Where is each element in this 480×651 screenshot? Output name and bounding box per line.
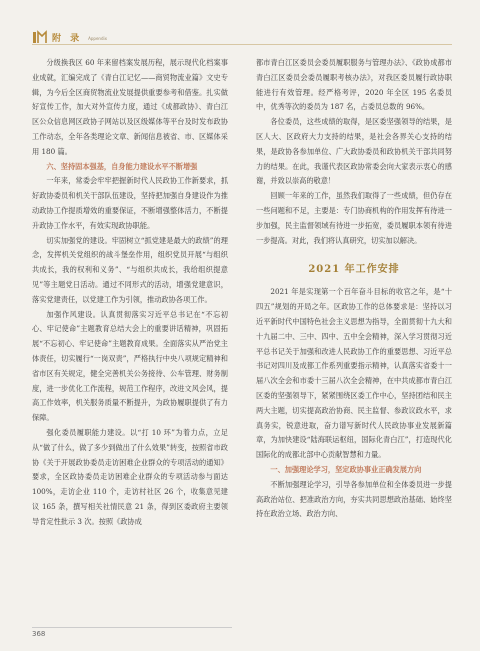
paragraph: 不断加强理论学习，引导各参加单位和全体委员进一步提高政治站位、把准政治方向，夯实共同思想政治基础、始终坚持在政治立场、政治方向、 — [256, 479, 452, 519]
header-title: 附 录 — [52, 33, 83, 44]
subheading: 六、坚持固本强基，自身能力建设水平不断增强 — [46, 161, 198, 171]
right-column — [256, 56, 452, 522]
paragraph: 一年来，常委会牢牢把握新时代人民政协工作新要求，抓好政协委员和机关干部队伍建设，坚持把加强自身建设作为推动政协工作提质增效的重要保证，不断增强整体活力，不断提升政协工作水平，有效实现政协职能。 — [32, 176, 228, 230]
paragraph: 切实加强党的建设。牢固树立“抓党建是最大的政绩”的理念，发挥机关党组织的战斗堡垒作用，组织党员开展“与组织共成长，我的权利和义务”、“与组织共成长，我给组织提意见”等主题党日活动。通过不同形式的活动，增强党建意识，落实党建责任，以党建工作为引领，推动政协各项工作。 — [32, 235, 228, 304]
paragraph: 都市青白江区委员会委员履职服务与管理办法》、《政协成都市青白江区委员会委员履职考核办法》，对我区委员履行政协职能进行有效管理。经严格考评，2020 年全区 195 名委员中，优秀等次的委员为 187 名，占委员总数的 96%。 — [256, 58, 452, 112]
paragraph: 加强作风建设。认真贯彻落实习近平总书记在“不忘初心、牢记使命”主题教育总结大会上的重要讲话精神，巩固拓展“不忘初心、牢记使命”主题教育成果。全面落实从严治党主体责任，切实履行“一岗双责”，严格执行中央八项规定精神和省市区有关规定，健全完善机关公务接待、公车管理、财务制度，进一步优化工作流程，规范工作程序，改进文风会风，提高工作效率，机关服务质量不断提升，为政协履职提供了有力保障。 — [32, 309, 228, 423]
section-title: 2021 年工作安排 — [308, 264, 400, 276]
header-divider — [32, 44, 452, 45]
left-column — [32, 56, 228, 530]
subheading: 一、加强理论学习，坚定政协事业正确发展方向 — [270, 464, 422, 474]
header-subtitle: Appendix — [88, 35, 107, 41]
paragraph: 各位委员，这些成绩的取得，是区委坚强领导的结果，是区人大、区政府大力支持的结果，是社会各界关心支持的结果，是政协各参加单位、广大政协委员和政协机关干部共同努力的结果。在此，我谨代表区政协常委会向大家表示衷心的感谢，并致以崇高的敬意！ — [256, 117, 452, 186]
page-header — [32, 30, 452, 44]
page-number: 368 — [32, 630, 46, 638]
paragraph: 回顾一年来的工作，虽然我们取得了一些成绩，但仍存在一些问题和不足，主要是：专门协商机构的作用发挥有待进一步加强，民主监督领域有待进一步拓宽，委员履职本领有待进一步提高。对此，我们将认真研究，切实加以解决。 — [256, 191, 452, 245]
paragraph: 分级换我区 60 年来留档案发展历程，展示现代化档案事业成就，汇编完成了《青白江记忆——商贸物流业篇》文史专辑，为今后全区商贸物流业发展提供重要参考和借鉴。扎实做好宣传工作，加大对外宣传力度，通过《成都政协》、青白江区公众信息网区政协子网站以及区级媒体等平台及时发布政协工作动态，全年各类理论文章、新闻信息被省、市、区媒体采用 180 篇。 — [32, 58, 228, 156]
appendix-logo-icon — [32, 30, 48, 44]
paragraph: 强化委员履职能力建设。以“打 10 环”为着力点，立足从“做了什么，做了多少到做出了什么效果”转变，按照省市政协《关于开展政协委员走访困难企业群众的专项活动的通知》要求，全区政协委员走访困难企业群众的专项活动参与面达 100%，走访企业 110 个，走访村社区 26 个，收集意见建议 165 条，撰写相关社情民意 21 条，得到区委政府主要领导肯定性批示 3 次。按照《政协成 — [32, 427, 228, 526]
paragraph: 2021 年是实现第一个百年奋斗目标的收官之年，是“十四五”规划的开局之年。区政协工作的总体要求是：坚持以习近平新时代中国特色社会主义思想为指导，全面贯彻十九大和十九届二中、三中、四中、五中全会精神，深入学习贯彻习近平总书记关于加强和改进人民政协工作的重要思想、习近平总书记对四川及成都工作系列重要指示精神，认真落实省委十一届八次全会和市委十三届八次全会精神，在中共成都市青白江区委的坚强领导下，紧紧围绕区委工作中心，坚持团结和民主两大主题，切实提高政治协商、民主监督、参政议政水平，求真务实，锐意进取，奋力谱写新时代人民政协事业发展新篇章，为加快建设“陆海联运枢纽，国际化青白江”，打造现代化国际化的成都北部中心贡献智慧和力量。 — [256, 287, 452, 460]
footer-divider — [32, 627, 232, 628]
